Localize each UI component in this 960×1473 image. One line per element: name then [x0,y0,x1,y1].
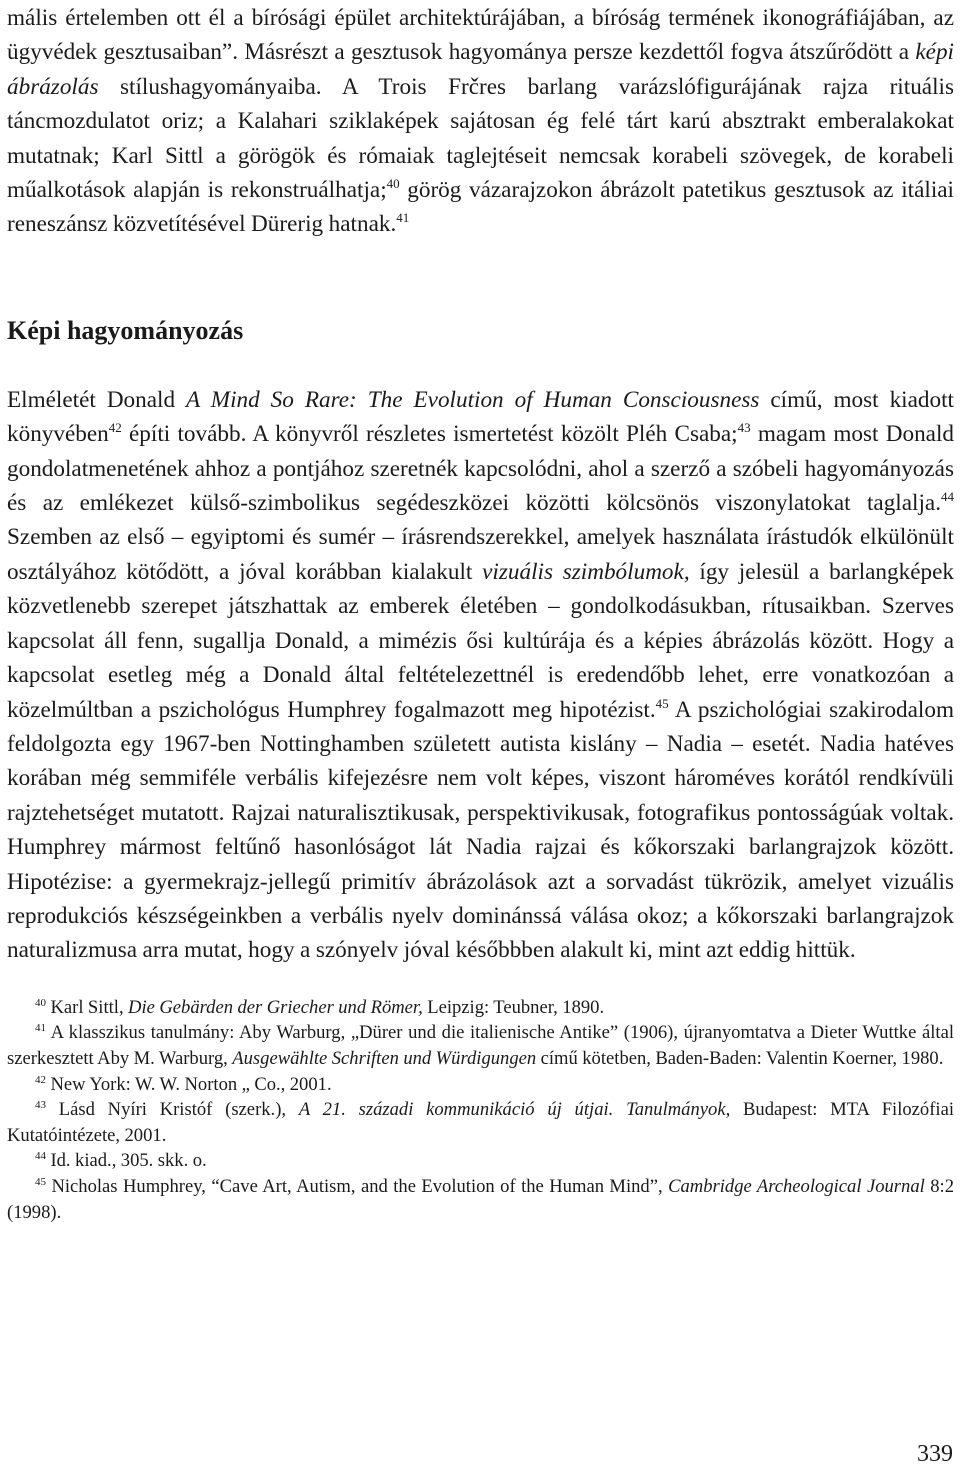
footnote-number: 40 [35,996,46,1009]
text-run: Szemben az első – egyiptomi és sumér – írásrendszerekkel, amelyek használata írástudók elkülönült osztályához kötődött, a jóval korábban kialakult [7,524,954,585]
footnote-text: Leipzig: Teubner, 1890. [422,996,605,1018]
text-run: így jelesül a barlangképek közvetlenebb szerepet játszhattak az emberek életében – gondolkodásukban, rítusaikban. Szerves kapcsolat áll fenn, sugallja Donald, a mimézis ősi kultúrája és a képies ábrázolás között. Hogy a kapcsolat esetleg még a Donald által feltételezettnél is eredendőbb lehet, erre vonatkozóan a közelmúltban a pszichológus Humphrey fogalmazott meg hipotézist. [7,558,954,723]
footnote-text: New York: W. W. Norton „ Co., 2001. [46,1073,332,1095]
text-run: építi tovább. A könyvről részletes ismertetést közölt Pléh Csaba; [121,421,738,448]
body-paragraph-top [7,0,954,242]
footnotes [7,995,954,1225]
footnote-text: Id. kiad., 305. skk. o. [46,1150,207,1172]
footnote-ref-43[interactable]: 43 [737,420,751,436]
footnote-45 [7,1174,954,1225]
italic-text: vizuális szimbólumok, [482,558,690,585]
footnote-number: 43 [35,1099,46,1112]
page [7,0,954,1225]
text-run: A pszichológiai szakirodalom feldolgozta egy 1967-ben Nottinghamben született autista kislány – Nadia – esetét. Nadia hatéves korában még semmiféle verbális kifejezésre nem volt képes, viszont hároméves korától rendkívüli rajztehetséget mutatott. Rajzai naturalisztikusak, perspektivikusak, fotografikus pontosságúak voltak. Humphrey mármost feltűnő hasonlóságot lát Nadia rajzai és kőkorszaki barlangrajzok között. Hipotézise: a gyermekrajz-jellegű primitív ábrázolások azt a sorvadást tükrözik, amelyet vizuális reprodukciós készségeinkben a verbális nyelv dominánssá válása okoz; a kőkorszaki barlangrajzok naturalizmusa arra mutat, hogy a szónyelv jóval későbbben alakult ki, mint azt eddig hittük. [7,696,954,964]
footnote-ref-45[interactable]: 45 [655,695,669,711]
footnote-text: Budapest: MTA Filozófiai Kutatóintézete, 2001. [7,1099,954,1146]
footnote-title: Die Gebärden der Griecher und Römer, [128,996,423,1018]
footnote-42 [7,1072,954,1098]
footnote-ref-44[interactable]: 44 [941,489,954,505]
footnote-number: 44 [35,1150,46,1163]
footnote-title: A 21. századi kommunikáció új útjai. Tanulmányok, [298,1099,731,1121]
footnote-text: A klasszikus tanulmány: Aby Warburg, „Dürer und die italienische Antike” (1906), újranyomtatva a Dieter Wuttke által szerkesztett Aby M. Warburg, [7,1022,954,1069]
book-title: A Mind So Rare: The Evolution of Human Consciousness [186,386,760,413]
footnote-number: 42 [35,1073,46,1086]
italic-text: képi ábrázolás [7,39,954,100]
text-run: magam most Donald gondolatmenetének ahhoz a pontjához szeretnék kapcsolódni, ahol a szerző a szóbeli hagyományozás és az emlékezet külső-szimbolikus segédeszközei közötti kölcsönös viszonylatokat taglalja. [7,421,954,517]
text-run: stílushagyományaiba. A Trois Frčres barlang varázslófigurájának rajza rituális táncmozdulatot oriz; a Kalahari sziklaképek sajátosan ég felé tárt karú absztrakt emberalakokat mutatnak; Karl Sittl a görögök és rómaiak taglejtéseit nemcsak korabeli szövegek, de korabeli műalkotások alapján is rekonstruálhatja; [7,73,954,204]
body-paragraph-main [7,383,954,968]
text-run: görög vázarajzokon ábrázolt patetikus gesztusok az itáliai reneszánsz közvetítésével Dürerig hatnak. [7,177,954,238]
footnote-text: Nicholas Humphrey, “Cave Art, Autism, and the Evolution of the Human Mind”, [46,1175,669,1197]
footnote-ref-40[interactable]: 40 [386,176,400,192]
footnote-number: 45 [35,1175,46,1188]
footnote-41 [7,1020,954,1071]
footnote-text: Lásd Nyíri Kristóf (szerk.), [46,1099,299,1121]
footnote-text: Karl Sittl, [46,996,129,1018]
text-run: Elméletét Donald [7,386,187,413]
text-run: mális értelemben ott él a bírósági épület architektúrájában, a bíróság termének ikonográfiájában, az ügyvédek gesztusaiban”. Másrészt a gesztusok hagyománya persze kezdettől fogva átszűrődött a [7,5,954,66]
page-number: 339 [917,1441,953,1467]
footnote-title: Cambridge Archeological Journal [668,1175,925,1197]
text-run: című, most kiadott könyvében [7,386,954,448]
footnote-40 [7,995,954,1021]
footnote-ref-42[interactable]: 42 [108,420,122,436]
footnote-text: 8:2 (1998). [7,1175,954,1223]
footnote-text: című kötetben, Baden-Baden: Valentin Koerner, 1980. [536,1047,944,1069]
footnote-43 [7,1097,954,1148]
footnote-title: Ausgewählte Schriften und Würdigungen [232,1047,537,1069]
footnote-44 [7,1148,954,1174]
footnote-ref-41[interactable]: 41 [396,210,410,226]
section-heading: Képi hagyományozás [7,315,244,345]
footnote-number: 41 [35,1022,46,1035]
